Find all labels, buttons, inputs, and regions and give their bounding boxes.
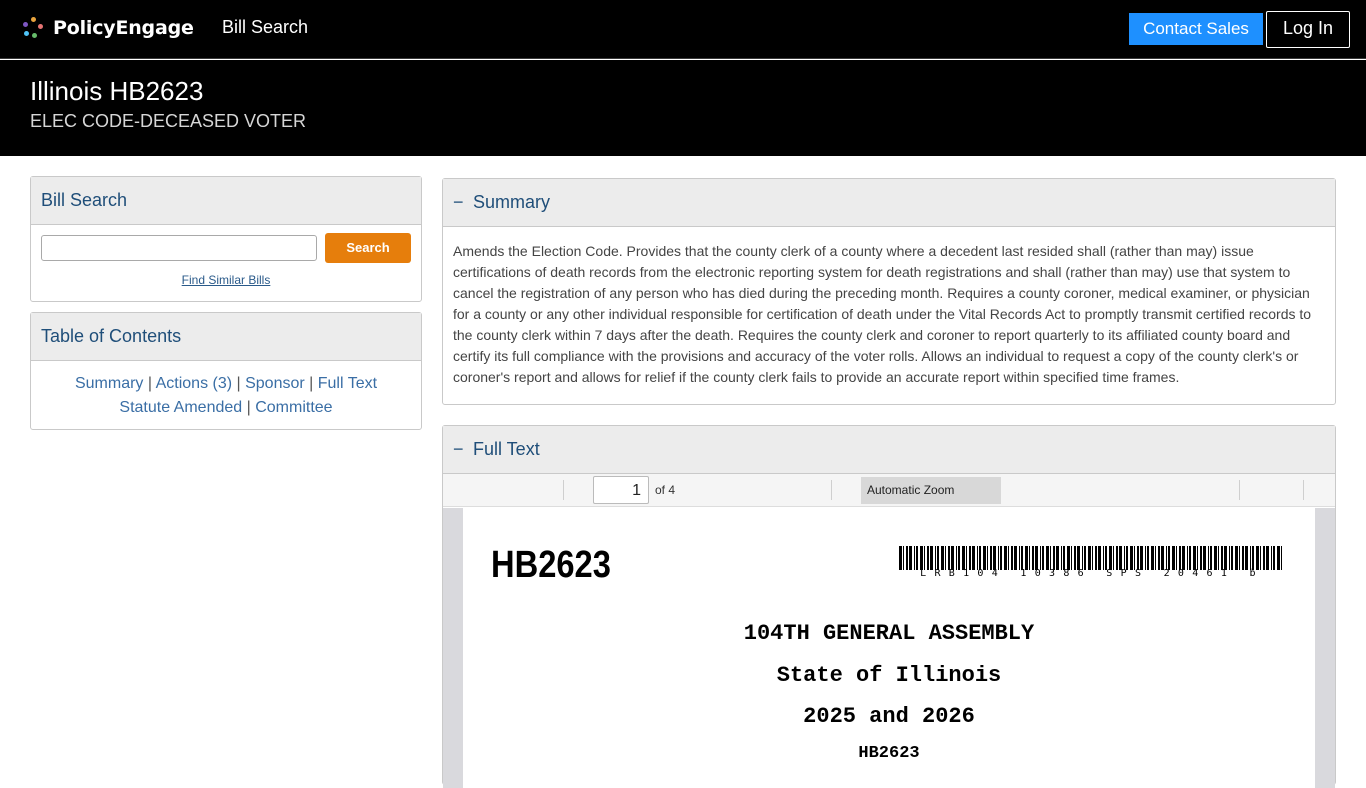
- toolbar-divider: [1303, 480, 1304, 500]
- toolbar-divider: [1239, 480, 1240, 500]
- pdf-years-line: 2025 and 2026: [803, 704, 975, 729]
- toc-link-statute-amended[interactable]: Statute Amended: [119, 399, 243, 416]
- toolbar-divider: [563, 480, 564, 500]
- full-text-header[interactable]: [443, 426, 1335, 474]
- toolbar-divider: [831, 480, 832, 500]
- search-button[interactable]: Search: [325, 233, 411, 263]
- summary-panel: [442, 178, 1336, 405]
- toc-link-committee[interactable]: Committee: [255, 399, 333, 416]
- table-of-contents-panel: [30, 312, 422, 430]
- summary-header[interactable]: [443, 179, 1335, 227]
- page-subtitle: ELEC CODE-DECEASED VOTER: [30, 111, 307, 131]
- full-text-panel: [442, 425, 1336, 785]
- bill-search-panel: [30, 176, 422, 302]
- pdf-assembly-line: 104TH GENERAL ASSEMBLY: [743, 621, 1035, 646]
- bill-search-heading: Bill Search: [31, 177, 421, 225]
- page-title: Illinois HB2623: [30, 76, 204, 106]
- top-navbar: [0, 0, 1366, 59]
- nav-bill-search-link[interactable]: Bill Search: [222, 17, 309, 37]
- page-number-input[interactable]: 1: [593, 476, 649, 504]
- brand-logo[interactable]: [22, 15, 194, 41]
- pdf-viewer[interactable]: [443, 508, 1335, 788]
- summary-text: Amends the Election Code. Provides that the county clerk of a county where a decedent last resided shall (rather than may) issue certifications of death records from the electronic reporting system for death registrations and shall (rather than may) use that system to cancel the registration of any person who has died during the preceding month. Requires a county coroner, medical examiner, or physician for a county or any other individual responsible for certification of death under the Vital Records Act to promptly transmit certified records to the county clerk within 7 days after the death. Requires the county clerk and coroner to report quarterly to its affiliated county board and certify its full compliance with the provisions and accuracy of the voter rolls. Allows an individual to request a copy of the county clerk's or coroner's report and allows for relief if the county clerk fails to provide an accurate report within specified time frames.: [453, 243, 1312, 385]
- toc-link-sponsor[interactable]: Sponsor: [245, 375, 305, 392]
- toc-link-summary[interactable]: Summary: [74, 375, 144, 392]
- pdf-bill-number: HB2623: [491, 544, 611, 586]
- toc-link-actions[interactable]: Actions (3): [155, 375, 233, 392]
- bill-header: [0, 60, 1366, 156]
- toc-heading: Table of Contents: [31, 313, 421, 361]
- bill-search-input[interactable]: [41, 235, 317, 261]
- contact-sales-button[interactable]: Contact Sales: [1129, 13, 1263, 45]
- collapse-icon[interactable]: −: [453, 439, 464, 459]
- barcode-image: [899, 546, 1285, 570]
- brand-name: PolicyEngage: [53, 17, 194, 39]
- find-similar-bills-link[interactable]: Find Similar Bills: [181, 273, 271, 287]
- toc-link-full-text[interactable]: Full Text: [317, 375, 378, 392]
- toc-links: Summary | Actions (3) | Sponsor | Full Text Statute Amended | Committee: [74, 375, 378, 416]
- pdf-bill-line: HB2623: [858, 744, 920, 763]
- summary-heading: Summary: [473, 192, 551, 212]
- zoom-select[interactable]: Automatic Zoom: [861, 477, 1001, 504]
- pdf-page: [463, 508, 1315, 788]
- full-text-heading: Full Text: [473, 439, 540, 459]
- login-button[interactable]: Log In: [1266, 11, 1350, 48]
- page-count: of 4: [655, 483, 676, 497]
- pdf-toolbar: [443, 474, 1335, 507]
- barcode-text: LRB104 10386 SPS 20461 b: [920, 568, 1264, 579]
- collapse-icon[interactable]: −: [453, 192, 464, 212]
- logo-dots-icon: [22, 16, 46, 40]
- pdf-state-line: State of Illinois: [776, 663, 1002, 688]
